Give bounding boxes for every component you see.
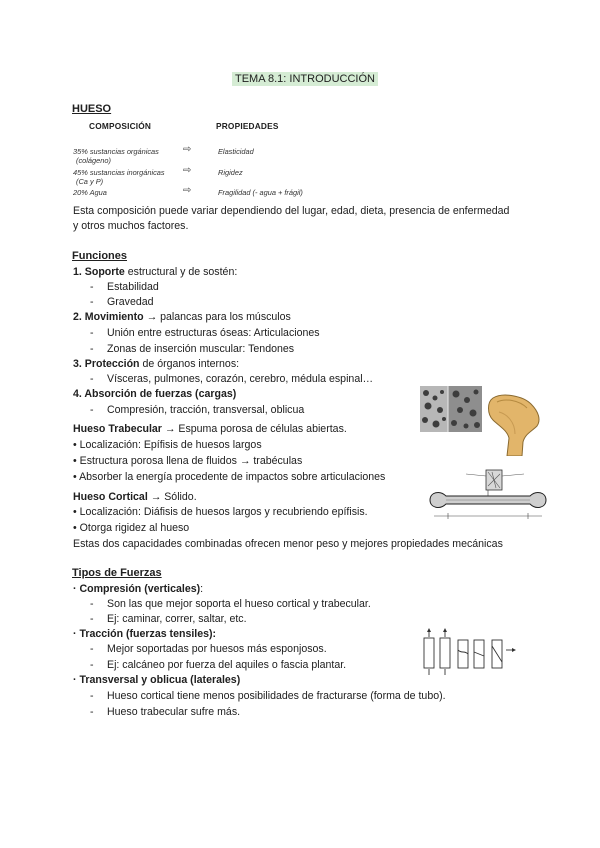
composition-row-1-detail: (colágeno)	[76, 156, 111, 165]
list-item: Gravedad	[107, 296, 154, 308]
list-dash: -	[90, 327, 94, 339]
list-item: Zonas de inserción muscular: Tendones	[107, 343, 295, 355]
function-proteccion: 3. Protección de órganos internos:	[73, 358, 240, 370]
list-item: Vísceras, pulmones, corazón, cerebro, médula espinal…	[107, 373, 374, 385]
page-title: TEMA 8.1: INTRODUCCIÓN	[232, 72, 378, 86]
function-soporte: 1. Soporte estructural y de sostén:	[73, 266, 238, 278]
list-dash: -	[90, 296, 94, 308]
list-dash: -	[90, 690, 94, 702]
column-header-propiedades: PROPIEDADES	[216, 121, 279, 131]
force-types-diagram	[418, 628, 518, 676]
arrow-icon: ⇨	[183, 185, 192, 196]
long-bone-diagram	[426, 466, 550, 532]
list-dash: -	[90, 598, 94, 610]
list-item: Son las que mejor soporta el hueso cortical y trabecular.	[107, 598, 371, 610]
cortical-summary: Estas dos capacidades combinadas ofrecen menor peso y mejores propiedades mecánicas	[73, 538, 503, 550]
property-row-3: Fragilidad (- agua + frágil)	[218, 188, 303, 197]
column-header-composicion: COMPOSICIÓN	[89, 121, 152, 131]
femur-head-image	[485, 394, 545, 456]
cortical-line-1: • Localización: Diáfisis de huesos largos y recubriendo epífisis.	[73, 506, 368, 518]
list-dash: -	[90, 404, 94, 416]
composition-note-line-1: Esta composición puede variar dependiendo del lugar, edad, dieta, presencia de enfermedad	[73, 205, 510, 217]
trabecular-heading: Hueso Trabecular → Espuma porosa de células abiertas.	[73, 423, 347, 435]
list-item: Hueso trabecular sufre más.	[107, 706, 241, 718]
list-item: Hueso cortical tiene menos posibilidades de fracturarse (forma de tubo).	[107, 690, 446, 702]
force-compresion: · Compresión (verticales):	[73, 583, 204, 595]
section-heading-tipos-de-fuerzas: Tipos de Fuerzas	[72, 567, 162, 579]
cortical-heading: Hueso Cortical → Sólido.	[73, 491, 197, 503]
list-item: Estabilidad	[107, 281, 159, 293]
arrow-icon: ⇨	[183, 165, 192, 176]
section-heading-hueso: HUESO	[72, 103, 112, 115]
composition-row-2: 45% sustancias inorgánicas	[73, 168, 165, 177]
trabecular-line-1: • Localización: Epífisis de huesos largos	[73, 439, 262, 451]
property-row-1: Elasticidad	[218, 147, 254, 156]
list-item: Mejor soportadas por huesos más esponjosos.	[107, 643, 327, 655]
composition-note-line-2: y otros muchos factores.	[73, 220, 189, 232]
list-dash: -	[90, 343, 94, 355]
list-dash: -	[90, 281, 94, 293]
trabecular-line-3: • Absorber la energía procedente de impactos sobre articulaciones	[73, 471, 386, 483]
composition-row-2-detail: (Ca y P)	[76, 177, 104, 186]
list-item: Ej: caminar, correr, saltar, etc.	[107, 613, 247, 625]
list-item: Compresión, tracción, transversal, oblicua	[107, 404, 305, 416]
list-dash: -	[90, 643, 94, 655]
composition-row-1: 35% sustancias orgánicas	[73, 147, 159, 156]
list-dash: -	[90, 706, 94, 718]
list-dash: -	[90, 373, 94, 385]
force-traccion: · Tracción (fuerzas tensiles):	[73, 628, 217, 640]
list-dash: -	[90, 659, 94, 671]
trabecular-line-2: • Estructura porosa llena de fluidos → trabéculas	[73, 455, 303, 467]
cortical-line-2: • Otorga rigidez al hueso	[73, 522, 190, 534]
trabecular-texture-image	[420, 386, 482, 432]
composition-row-3: 20% Agua	[73, 188, 107, 197]
property-row-2: Rigidez	[218, 168, 243, 177]
function-movimiento: 2. Movimiento → palancas para los músculos	[73, 311, 291, 323]
list-dash: -	[90, 613, 94, 625]
list-item: Unión entre estructuras óseas: Articulaciones	[107, 327, 320, 339]
list-item: Ej: calcáneo por fuerza del aquiles o fascia plantar.	[107, 659, 347, 671]
arrow-icon: ⇨	[183, 144, 192, 155]
function-absorcion: 4. Absorción de fuerzas (cargas)	[73, 388, 237, 400]
force-transversal-oblicua: · Transversal y oblicua (laterales)	[73, 674, 241, 686]
section-heading-funciones: Funciones	[72, 250, 128, 262]
